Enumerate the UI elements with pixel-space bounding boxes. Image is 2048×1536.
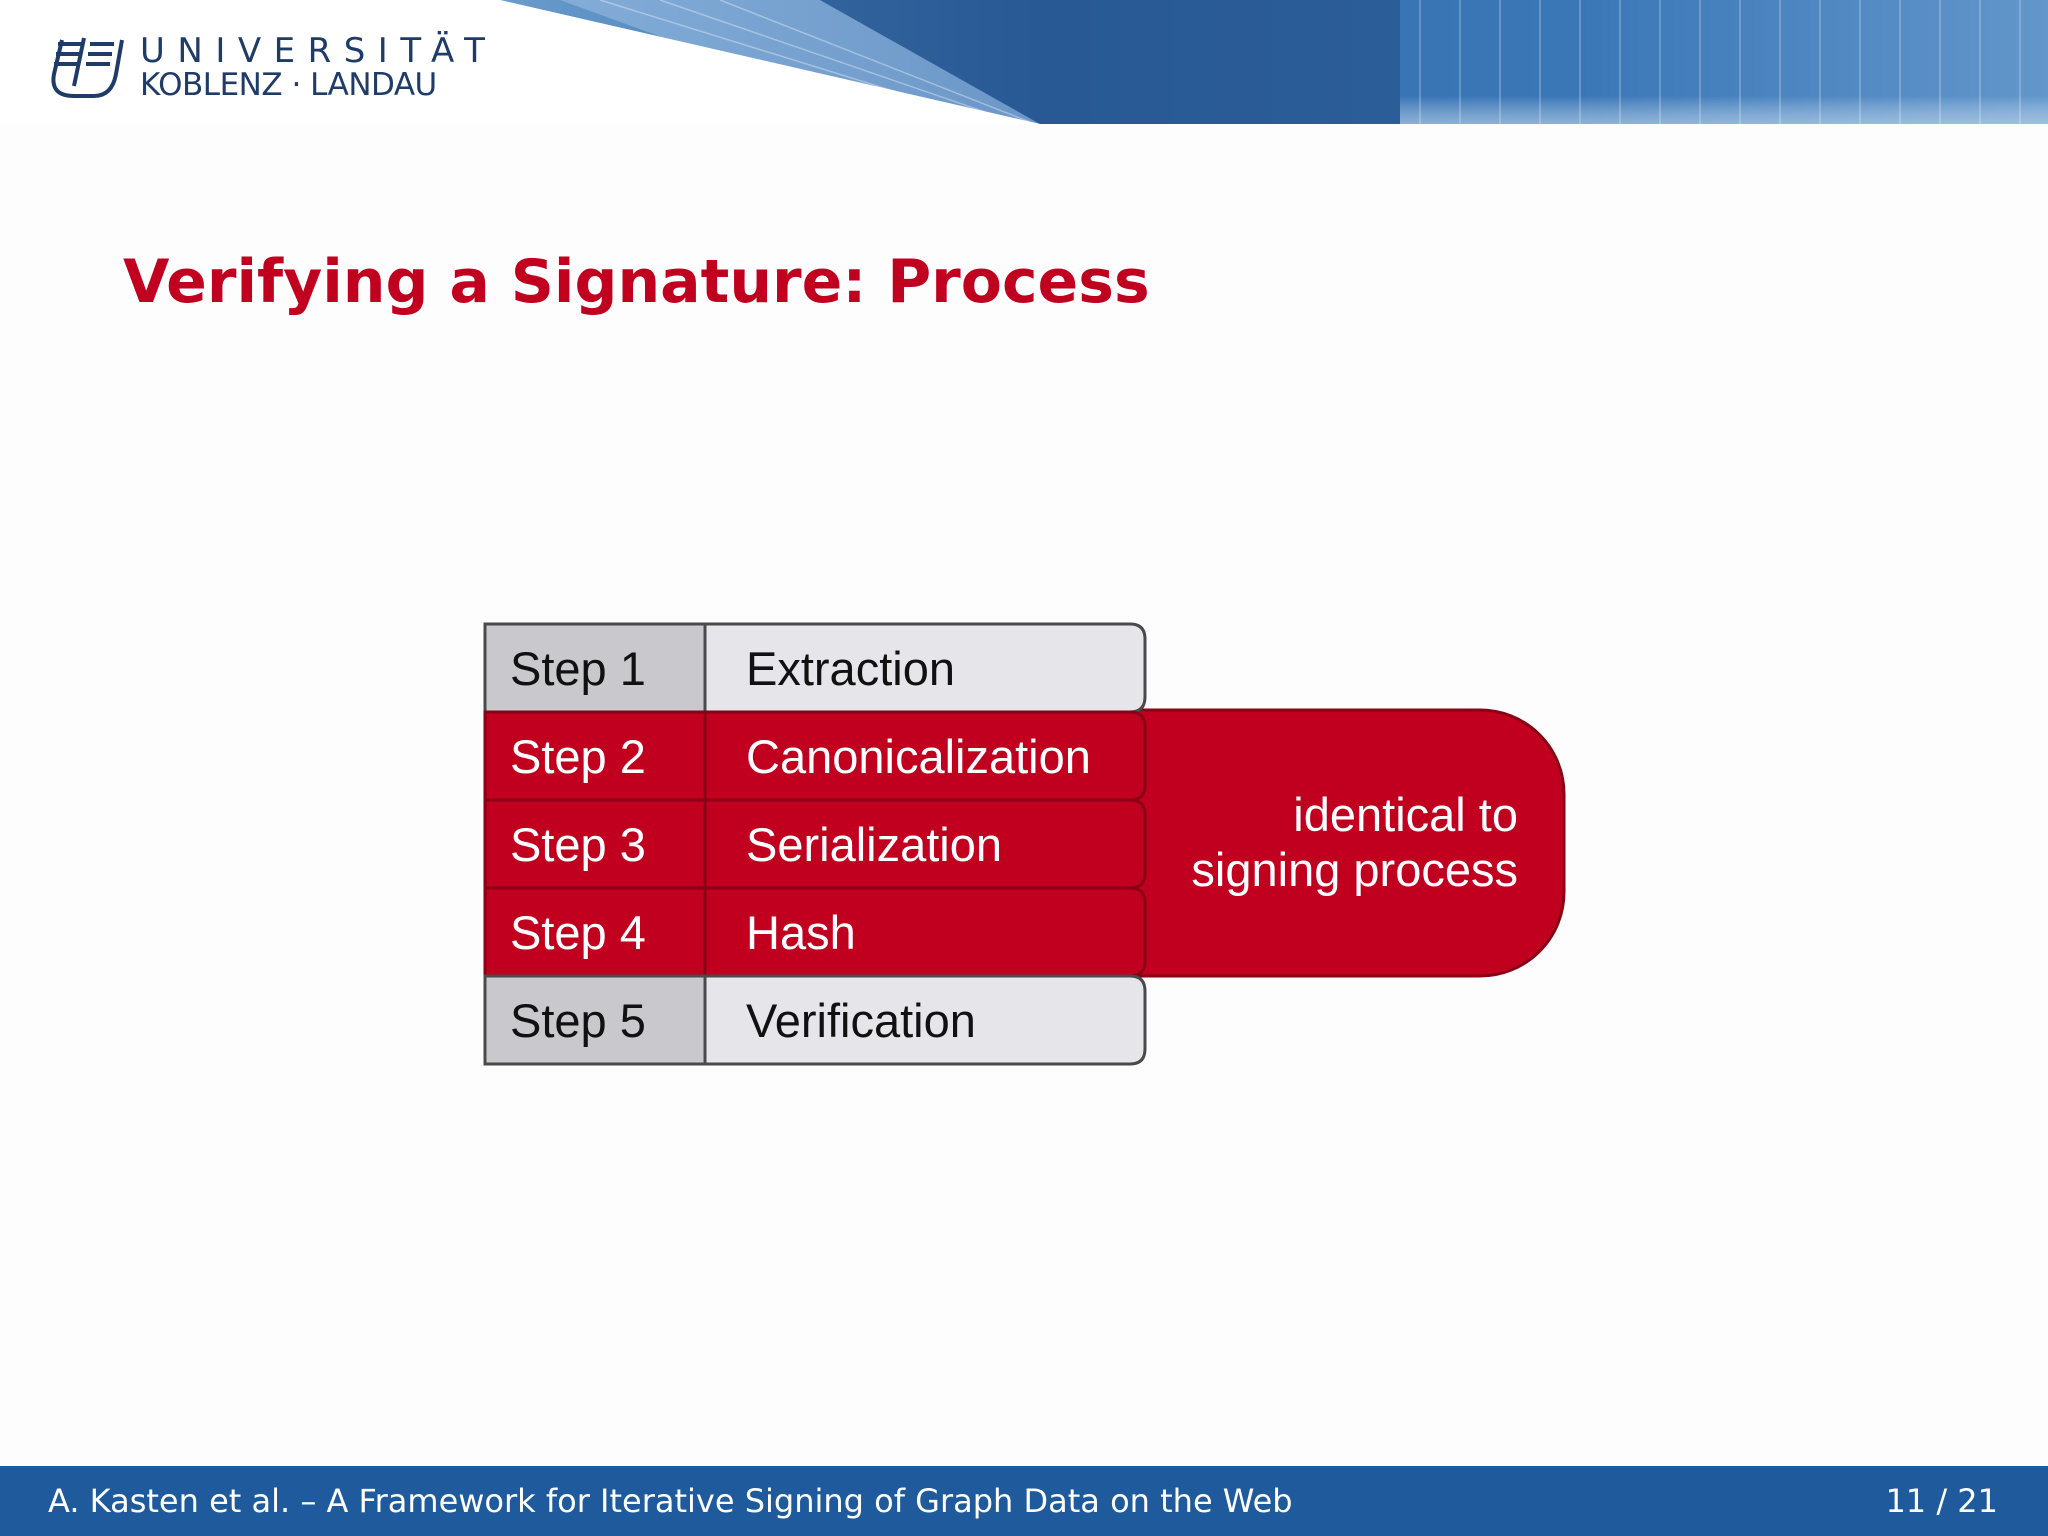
bracket-label bbox=[1191, 788, 1518, 898]
step-name: Hash bbox=[746, 906, 856, 959]
step-label: Step 5 bbox=[510, 994, 646, 1047]
university-name-line2: KOBLENZ · LANDAU bbox=[140, 67, 437, 103]
slide-title: Verifying a Signature: Process bbox=[123, 247, 1150, 317]
step-name: Verification bbox=[746, 994, 976, 1047]
step-name: Canonicalization bbox=[746, 730, 1091, 783]
step-label: Step 3 bbox=[510, 818, 646, 871]
step-label: Step 4 bbox=[510, 906, 646, 959]
page-number: 11 / 21 bbox=[1885, 1482, 1998, 1520]
step-label: Step 2 bbox=[510, 730, 646, 783]
step-name: Serialization bbox=[746, 818, 1003, 871]
bracket-label-line2: signing process bbox=[1191, 842, 1518, 896]
bracket-label-line1: identical to bbox=[1293, 788, 1518, 841]
step-name: Extraction bbox=[746, 642, 955, 695]
university-name-line1: UNIVERSITÄT bbox=[140, 31, 498, 71]
slide-footer bbox=[0, 1466, 2048, 1536]
footer-citation: A. Kasten et al. – A Framework for Iterative Signing of Graph Data on the Web bbox=[48, 1482, 1293, 1520]
step-label: Step 1 bbox=[510, 642, 646, 695]
